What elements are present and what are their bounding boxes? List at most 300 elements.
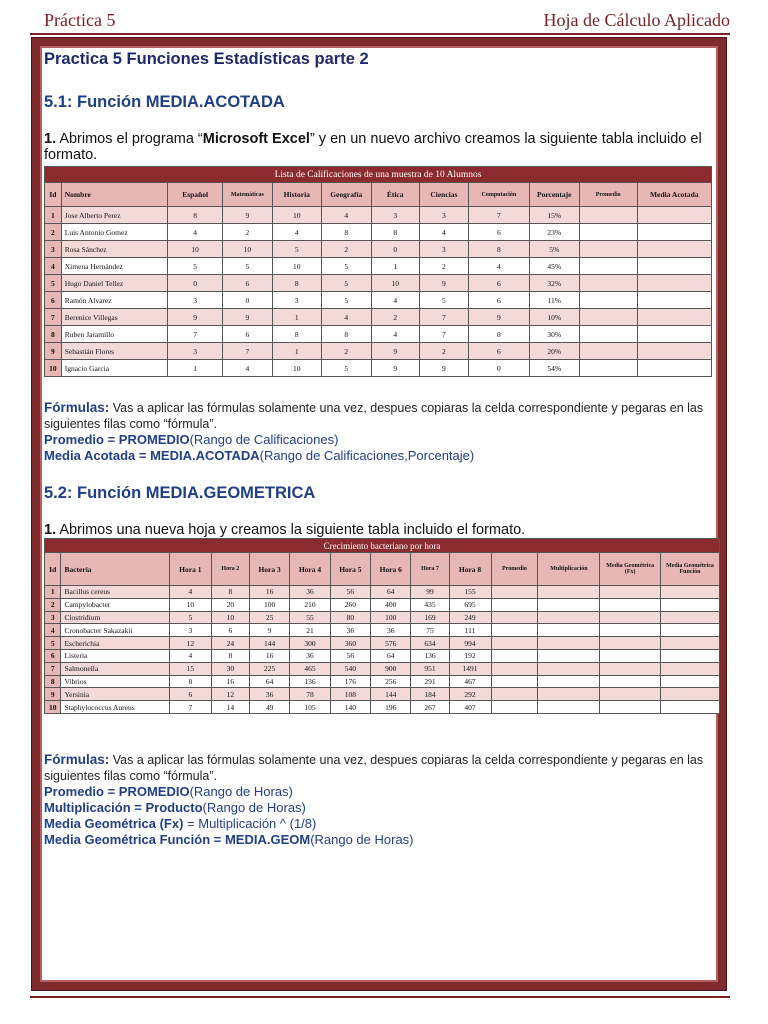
column-header: Ética [371,183,419,207]
table-cell: 80 [330,611,370,624]
table-cell [600,624,661,637]
formula-args: (Rango de Calificaciones) [189,432,339,447]
column-header: Español [168,183,222,207]
table-cell: 951 [411,662,449,675]
header-rule [30,33,730,35]
footer-rule [30,996,730,998]
table-row [45,309,712,326]
table-cell: 0 [468,360,529,377]
table-cell [660,662,719,675]
step-text-pre: Abrimos el programa “ [56,131,203,147]
table-cell: 23% [529,224,579,241]
table-cell [491,624,538,637]
table-cell: 5 [419,292,468,309]
table-cell [491,598,538,611]
table-cell: 78 [290,688,330,701]
column-header: Media Geométrica Función [660,553,719,586]
table-cell: 105 [290,701,330,714]
table-cell: 7 [168,326,222,343]
page-title: Practica 5 Funciones Estadísticas parte 2 [44,50,369,68]
table-cell: 225 [249,662,289,675]
table-cell: 2 [419,343,468,360]
table-cell: 5 [321,360,371,377]
table-cell: 32% [529,275,579,292]
table-cell: 111 [449,624,491,637]
table-caption: Lista de Calificaciones de una muestra de 10 Alumnos [45,167,712,183]
row-name: Vibrios [61,675,169,688]
table-cell [491,675,538,688]
row-name: Cronobacter Sakazakii [61,624,169,637]
table-cell: 10 [168,241,222,258]
step-1-instructions [44,131,724,163]
step-number: 1. [44,131,57,147]
header-left: Práctica 5 [44,10,116,30]
table-cell: 20 [211,598,249,611]
table-row [45,662,720,675]
table-cell: 249 [449,611,491,624]
table-cell: 10 [371,275,419,292]
table-cell: 4 [168,224,222,241]
table-cell [579,275,637,292]
table-cell: 256 [371,675,411,688]
table-cell: 7 [419,309,468,326]
column-header: Ciencias [419,183,468,207]
table-cell [600,586,661,599]
table-cell: 8 [272,275,321,292]
table-cell [491,662,538,675]
table-cell: 9 [419,360,468,377]
row-id: 10 [45,360,62,377]
table-row [45,624,720,637]
table-cell: 100 [249,598,289,611]
table-cell: 3 [168,343,222,360]
table-cell [538,637,600,650]
table-cell: 184 [411,688,449,701]
table-cell: 16 [249,586,289,599]
table-cell: 155 [449,586,491,599]
table-cell: 16 [249,649,289,662]
table-cell: 4 [321,207,371,224]
table-row [45,258,712,275]
column-header: Hora 7 [411,553,449,586]
table-cell: 407 [449,701,491,714]
column-header: Bacteria [61,553,169,586]
table-cell: 9 [249,624,289,637]
table-cell [579,224,637,241]
table-cell: 36 [290,649,330,662]
row-id: 3 [45,611,61,624]
table-cell: 5 [321,275,371,292]
formulas-note-2 [44,752,724,784]
step-program-name: Microsoft Excel [202,131,310,147]
table-row [45,649,720,662]
table-cell: 6 [468,275,529,292]
table-cell [491,688,538,701]
column-header: Historia [272,183,321,207]
table-cell: 108 [330,688,370,701]
table-cell [491,586,538,599]
table-cell: 36 [371,624,411,637]
row-name: Bacillus cereus [61,586,169,599]
table-cell: 360 [330,637,370,650]
table-cell: 11% [529,292,579,309]
table-cell [637,309,711,326]
step-1-instructions-2 [44,522,724,538]
table-cell: 3 [169,624,211,637]
step-number: 1. [44,522,57,538]
table-cell: 8 [168,207,222,224]
row-id: 1 [45,207,62,224]
grades-table [44,166,712,377]
section-heading-media-acotada: 5.1: Función MEDIA.ACOTADA [44,93,285,111]
table-cell [579,241,637,258]
column-header: Hora 4 [290,553,330,586]
table-cell [637,343,711,360]
table-row [45,241,712,258]
table-cell: 9 [419,275,468,292]
formula-media-geometrica-fx [44,816,316,832]
table-cell: 4 [419,224,468,241]
row-id: 8 [45,326,62,343]
table-cell: 6 [468,343,529,360]
table-cell: 2 [371,309,419,326]
table-cell: 12 [211,688,249,701]
table-row [45,326,712,343]
row-id: 9 [45,343,62,360]
table-cell [637,326,711,343]
table-cell: 140 [330,701,370,714]
table-cell [579,326,637,343]
formulas-label: Fórmulas: [44,752,110,767]
row-name: Ruben Jaramillo [61,326,168,343]
row-id: 9 [45,688,61,701]
row-id: 3 [45,241,62,258]
table-cell: 55 [290,611,330,624]
table-cell: 4 [371,326,419,343]
table-cell: 7 [419,326,468,343]
table-cell: 4 [169,649,211,662]
row-id: 6 [45,649,61,662]
column-header: Hora 6 [371,553,411,586]
table-cell [538,611,600,624]
table-row [45,688,720,701]
row-name: Hugo Daniel Tellez [61,275,168,292]
table-cell [538,624,600,637]
table-cell [538,675,600,688]
table-cell: 10 [272,207,321,224]
table-cell: 6 [468,224,529,241]
column-header: Porcentaje [529,183,579,207]
table-cell: 49 [249,701,289,714]
table-row [45,701,720,714]
row-name: Sebastián Flores [61,343,168,360]
table-cell: 136 [411,649,449,662]
table-cell: 196 [371,701,411,714]
row-name: Clostridium [61,611,169,624]
column-header: Geografía [321,183,371,207]
formula-args: (Rango de Horas) [202,800,306,815]
table-cell: 3 [419,207,468,224]
row-id: 10 [45,701,61,714]
table-cell [600,688,661,701]
table-cell: 8 [272,326,321,343]
row-id: 4 [45,258,62,275]
table-cell: 36 [290,586,330,599]
table-cell [579,309,637,326]
table-cell [491,701,538,714]
table-cell: 2 [419,258,468,275]
row-id: 5 [45,275,62,292]
table-cell: 4 [169,586,211,599]
table-cell: 267 [411,701,449,714]
row-id: 8 [45,675,61,688]
table-cell: 169 [411,611,449,624]
row-name: Listeria [61,649,169,662]
table-cell: 576 [371,637,411,650]
table-row [45,207,712,224]
formula-args: (Rango de Horas) [310,832,414,847]
table-row [45,360,712,377]
row-id: 7 [45,662,61,675]
table-cell: 6 [468,292,529,309]
table-cell: 30 [211,662,249,675]
row-name: Rosa Sánchez [61,241,168,258]
table-cell [538,662,600,675]
table-cell: 5 [321,258,371,275]
table-cell: 994 [449,637,491,650]
formula-promedio-horas [44,784,293,800]
table-row [45,292,712,309]
row-name: Staphylococcus Aureus [61,701,169,714]
column-header: Computación [468,183,529,207]
column-header: Id [45,553,61,586]
table-cell: 144 [371,688,411,701]
column-header: Hora 1 [169,553,211,586]
table-cell [538,586,600,599]
formula-name: Media Acotada = MEDIA.ACOTADA [44,448,260,463]
table-cell: 12 [169,637,211,650]
table-cell [579,207,637,224]
table-cell: 176 [330,675,370,688]
table-cell [491,611,538,624]
formulas-text: Vas a aplicar las fórmulas solamente una vez, despues copiaras la celda correspondiente y pegaras en las siguientes filas como “fórmula”. [44,401,704,431]
table-cell [600,649,661,662]
table-cell: 10 [272,258,321,275]
section-heading-media-geometrica: 5.2: Función MEDIA.GEOMETRICA [44,484,316,502]
table-row [45,637,720,650]
table-cell: 16 [211,675,249,688]
column-header: Id [45,183,62,207]
table-cell: 260 [330,598,370,611]
table-cell [600,611,661,624]
table-cell: 192 [449,649,491,662]
table-cell: 6 [222,326,272,343]
row-name: Escherichia [61,637,169,650]
table-cell: 64 [249,675,289,688]
table-row [45,224,712,241]
header-right: Hoja de Cálculo Aplicado [543,10,730,30]
table-cell: 1 [272,309,321,326]
table-cell: 36 [330,624,370,637]
formula-media-geom [44,832,414,848]
formula-name: Multiplicación = Producto [44,800,203,815]
column-header: Hora 5 [330,553,370,586]
row-id: 6 [45,292,62,309]
table-cell: 5 [272,241,321,258]
table-cell [491,637,538,650]
formula-args: (Rango de Horas) [189,784,293,799]
formula-name: Promedio = PROMEDIO [44,432,190,447]
table-cell: 1 [272,343,321,360]
table-cell: 435 [411,598,449,611]
step-text-post: ” y en un nuevo archivo creamos la siguiente tabla incluido el formato. [44,131,702,163]
table-cell: 3 [371,207,419,224]
table-row [45,611,720,624]
table-cell [538,688,600,701]
table-cell: 2 [222,224,272,241]
formula-name: Promedio = PROMEDIO [44,784,190,799]
row-id: 4 [45,624,61,637]
table-cell: 9 [222,309,272,326]
table-cell: 8 [468,326,529,343]
table-cell [600,701,661,714]
formula-promedio [44,432,338,448]
column-header: Hora 8 [449,553,491,586]
table-cell [538,598,600,611]
table-cell: 100 [371,611,411,624]
table-cell: 9 [468,309,529,326]
table-cell: 6 [222,275,272,292]
table-cell: 64 [371,649,411,662]
table-row [45,586,720,599]
table-cell: 0 [168,275,222,292]
table-cell: 5 [321,292,371,309]
table-caption: Crecimiento bacteriano por hora [45,539,720,553]
table-cell: 3 [168,292,222,309]
table-cell: 54% [529,360,579,377]
row-name: Campylobacter [61,598,169,611]
row-name: Jose Alberto Perez [61,207,168,224]
table-cell [491,649,538,662]
row-name: Ximena Hernández [61,258,168,275]
table-cell: 4 [321,309,371,326]
table-cell: 540 [330,662,370,675]
table-cell: 45% [529,258,579,275]
table-cell: 10 [169,598,211,611]
row-id: 5 [45,637,61,650]
table-cell: 292 [449,688,491,701]
column-header: Nombre [61,183,168,207]
table-cell: 20% [529,343,579,360]
page-header [44,8,730,32]
table-row [45,598,720,611]
table-cell: 4 [371,292,419,309]
table-cell [600,598,661,611]
table-cell: 0 [222,292,272,309]
table-cell: 465 [290,662,330,675]
row-name: Berenice Villegas [61,309,168,326]
table-cell: 3 [272,292,321,309]
row-id: 1 [45,586,61,599]
table-cell: 10 [272,360,321,377]
formula-name: Media Geométrica (Fx) [44,816,184,831]
table-cell: 7 [222,343,272,360]
table-cell: 1 [371,258,419,275]
table-cell: 24 [211,637,249,650]
table-cell: 900 [371,662,411,675]
table-cell [637,275,711,292]
table-cell [637,224,711,241]
table-cell: 144 [249,637,289,650]
row-name: Ramón Alvarez [61,292,168,309]
table-cell: 8 [211,649,249,662]
bacteria-table [44,538,720,714]
table-cell: 10 [211,611,249,624]
table-cell [660,649,719,662]
table-cell [579,258,637,275]
column-header: Multiplicación [538,553,600,586]
table-cell [660,637,719,650]
formula-args: = Multiplicación ^ (1/8) [183,816,317,831]
column-header: Matemáticas [222,183,272,207]
table-cell: 8 [468,241,529,258]
row-name: Salmonella [61,662,169,675]
table-cell [660,598,719,611]
table-cell: 6 [211,624,249,637]
table-cell: 695 [449,598,491,611]
table-cell: 4 [222,360,272,377]
row-id: 2 [45,224,62,241]
table-cell [600,675,661,688]
column-header: Media Geométrica (Fx) [600,553,661,586]
table-cell: 210 [290,598,330,611]
row-name: Luis Antonio Gomez [61,224,168,241]
table-cell: 3 [419,241,468,258]
table-cell: 8 [371,224,419,241]
table-cell: 30% [529,326,579,343]
row-id: 2 [45,598,61,611]
column-header: Promedio [491,553,538,586]
table-cell: 300 [290,637,330,650]
column-header: Hora 3 [249,553,289,586]
table-cell [637,360,711,377]
table-cell [637,207,711,224]
table-cell: 2 [321,343,371,360]
table-cell: 21 [290,624,330,637]
table-cell: 291 [411,675,449,688]
table-cell: 5 [222,258,272,275]
table-cell: 8 [169,675,211,688]
table-cell [637,292,711,309]
table-cell: 56 [330,586,370,599]
table-cell [660,624,719,637]
step-text: Abrimos una nueva hoja y creamos la siguiente tabla incluido el formato. [56,522,526,538]
table-cell: 25 [249,611,289,624]
column-header: Promedio [579,183,637,207]
table-cell [538,649,600,662]
table-cell: 64 [371,586,411,599]
table-cell: 15% [529,207,579,224]
table-cell: 75 [411,624,449,637]
table-cell: 9 [371,343,419,360]
table-cell [538,701,600,714]
table-cell: 9 [371,360,419,377]
table-cell: 8 [321,326,371,343]
table-cell: 7 [169,701,211,714]
table-cell: 5 [169,611,211,624]
table-cell: 1 [168,360,222,377]
formula-name: Media Geométrica Función = MEDIA.GEOM [44,832,311,847]
